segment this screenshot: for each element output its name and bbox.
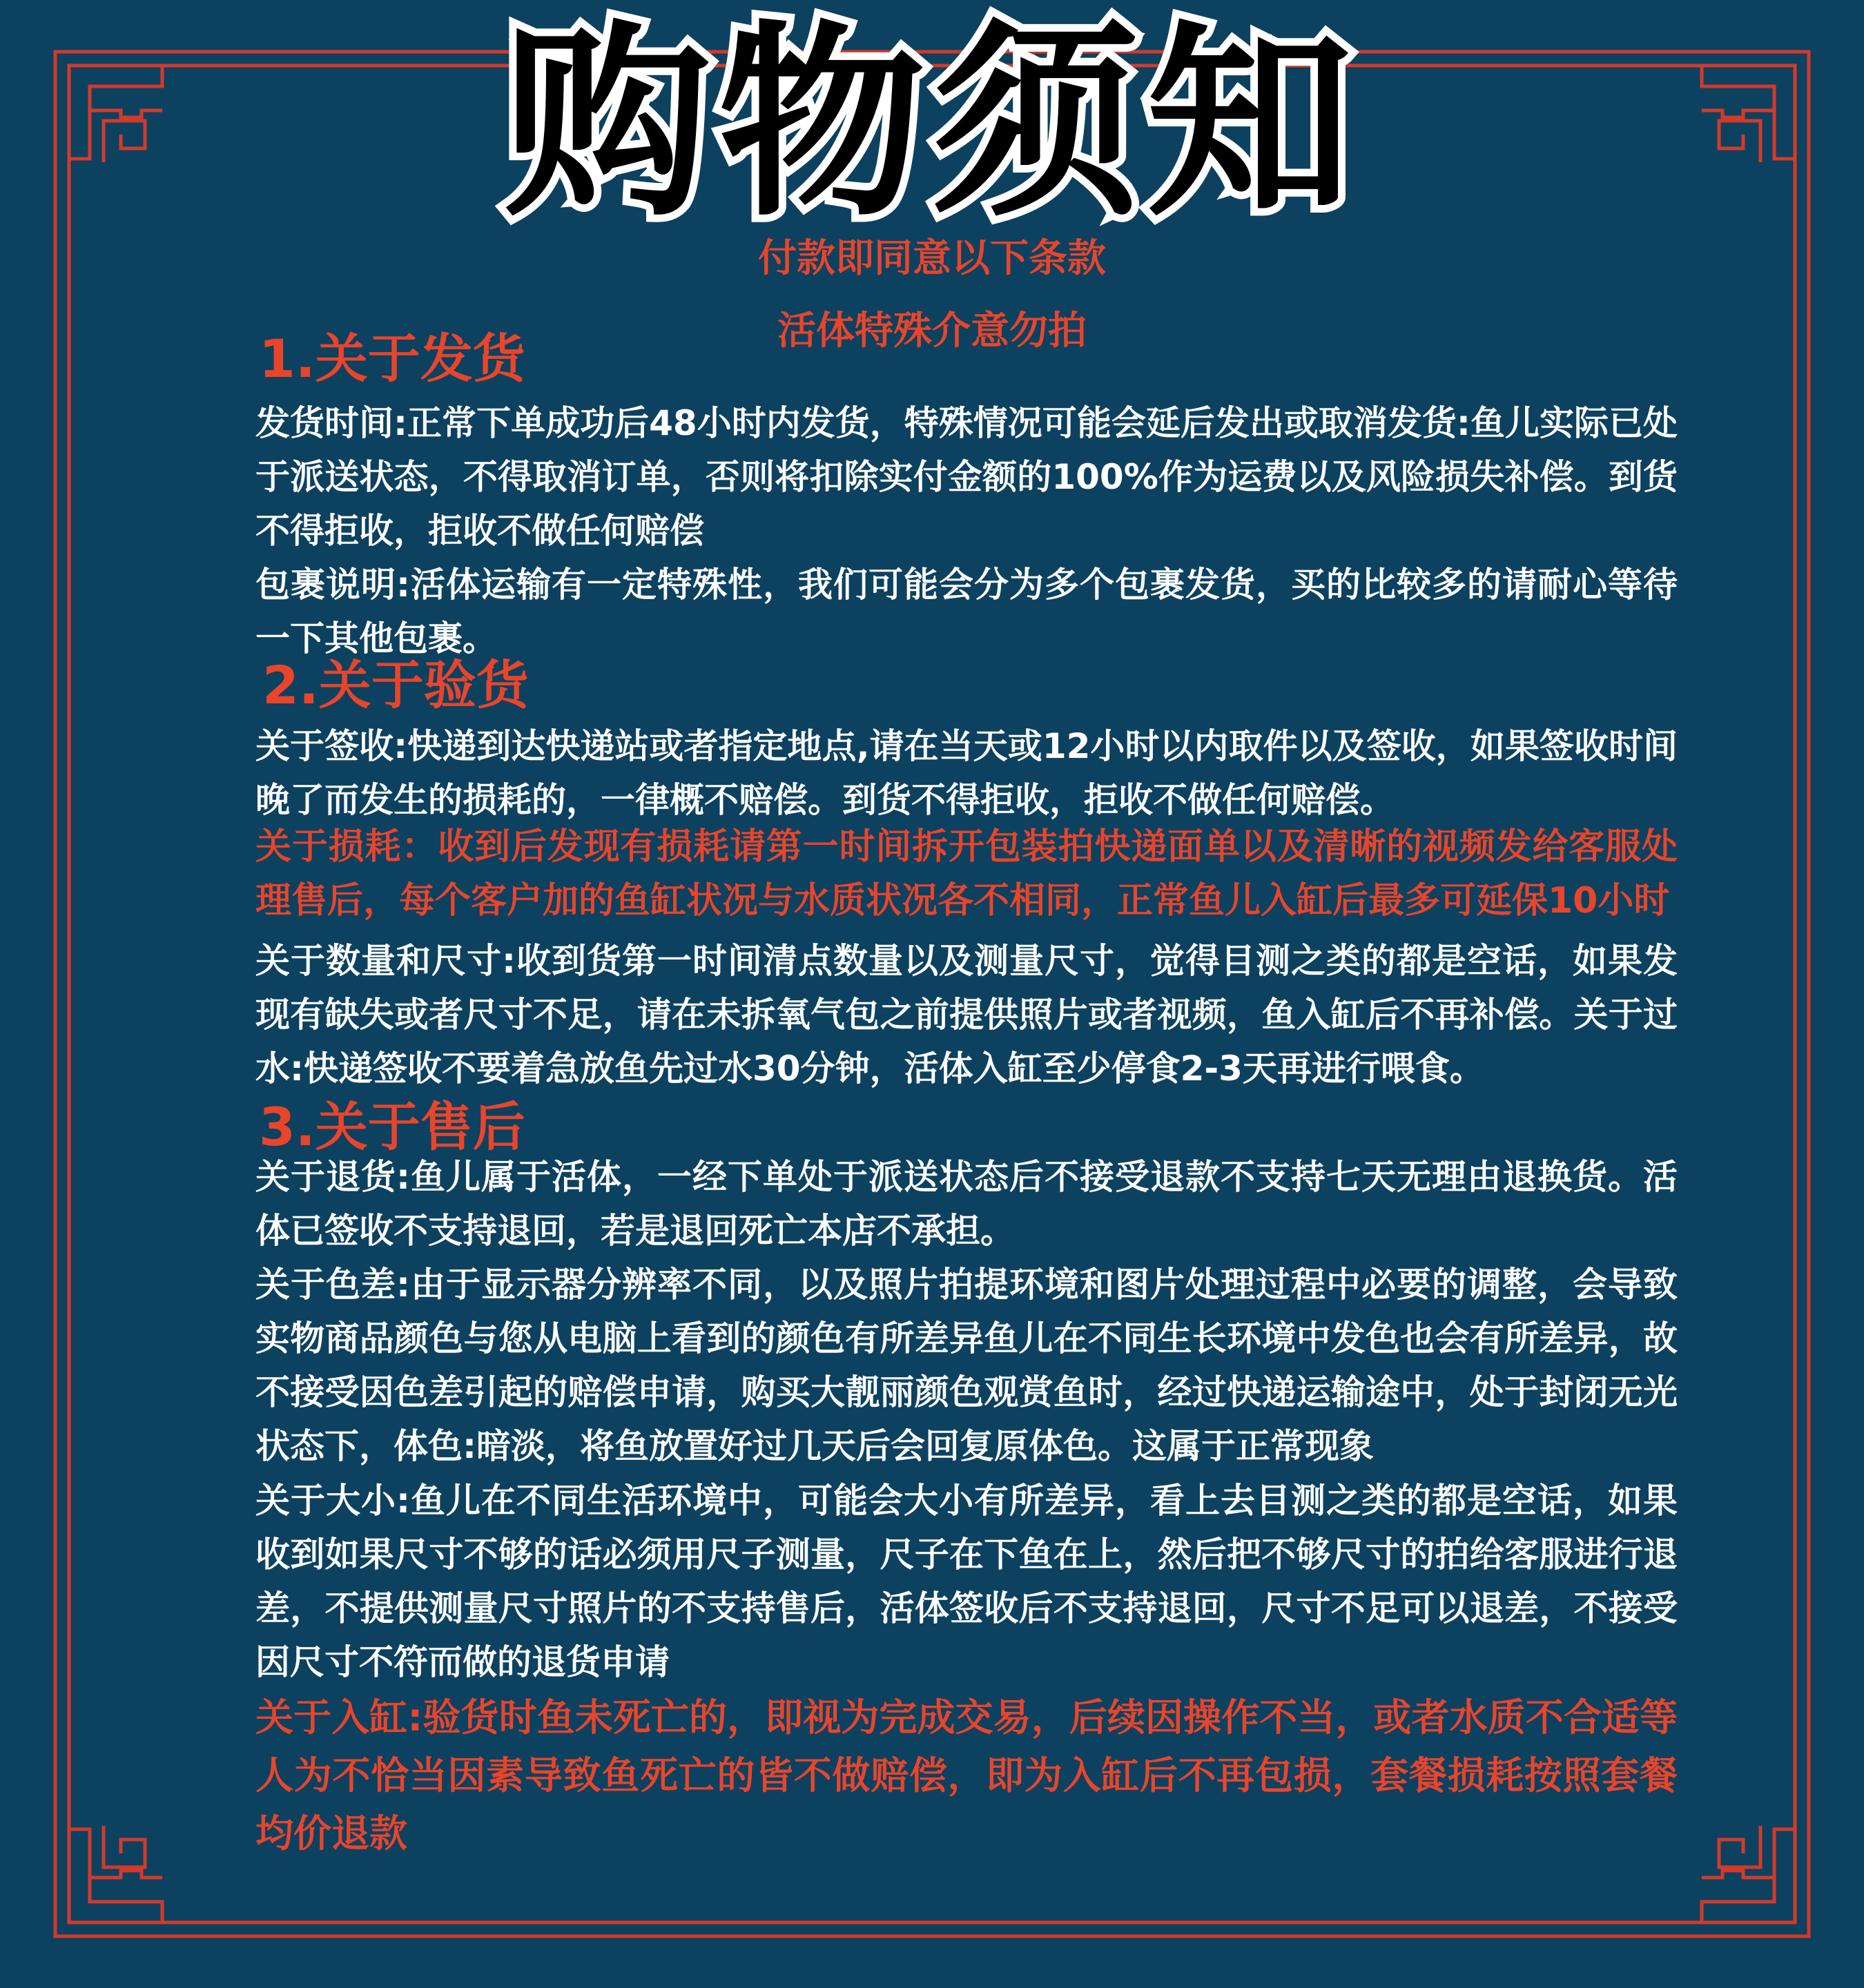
paragraph-color-difference: 关于色差:由于显示器分辨率不同，以及照片拍提环境和图片处理过程中必要的调整，会导致实物商品颜色与您从电脑上看到的颜色有所差异鱼儿在不同生长环境中发色也会有所差异，故不接受因色差引起的赔偿申请，购买大靓丽颜色观赏鱼时，经过快递运输途中，处于封闭无光状态下，体色:暗淡，将鱼放置好过几天后会回复原体色。这属于正常现象 <box>255 1265 1678 1466</box>
paragraph-tank-entry: 关于入缸:验货时鱼未死亡的，即视为完成交易，后续因操作不当，或者水质不合适等人为不恰当因素导致鱼死亡的皆不做赔偿，即为入缸后不再包损，套餐损耗按照套餐均价退款 <box>255 1695 1678 1855</box>
paragraph-size: 关于大小:鱼儿在不同生活环境中，可能会大小有所差异，看上去目测之类的都是空话，如果收到如果尺寸不够的话必须用尺子测量，尺子在下鱼在上，然后把不够尺寸的拍给客服进行退差，不提供测量尺寸照片的不支持售后，活体签收后不支持退回，尺寸不足可以退差，不接受因尺寸不符而做的退货申请 <box>255 1481 1678 1682</box>
section-heading-after-sales: 3.关于售后 <box>259 1096 525 1158</box>
notice-subtitle-agreement: 付款即同意以下条款 <box>758 236 1106 281</box>
paragraph-loss: 关于损耗：收到后发现有损耗请第一时间拆开包装拍快递面单以及清晰的视频发给客服处理售后，每个客户加的鱼缸状况与水质状况各不相同，正常鱼儿入缸后最多可延保10小时 <box>255 826 1678 922</box>
paragraph-quantity-size: 关于数量和尺寸:收到货第一时间清点数量以及测量尺寸，觉得目测之类的都是空话，如果发现有缺失或者尺寸不足，请在未拆氧气包之前提供照片或者视频，鱼入缸后不再补偿。关于过水:快递签收不要着急放鱼先过水30分钟，活体入缸至少停食2-3天再进行喂食。 <box>255 941 1678 1089</box>
paragraph-package-info: 包裹说明:活体运输有一定特殊性，我们可能会分为多个包裹发货，买的比较多的请耐心等待一下其他包裹。 <box>255 565 1678 659</box>
paragraph-shipping-time: 发货时间:正常下单成功后48小时内发货，特殊情况可能会延后发出或取消发货:鱼儿实际已处于派送状态，不得取消订单，否则将扣除实付金额的100%作为运费以及风险损失补偿。到货不得拒收，拒收不做任何赔偿 <box>255 403 1678 551</box>
paragraph-returns: 关于退货:鱼儿属于活体，一经下单处于派送状态后不接受退款不支持七天无理由退换货。活体已签收不支持退回，若是退回死亡本店不承担。 <box>255 1157 1678 1251</box>
paragraph-signing: 关于签收:快递到达快递站或者指定地点,请在当天或12小时以内取件以及签收，如果签收时间晚了而发生的损耗的，一律概不赔偿。到货不得拒收，拒收不做任何赔偿。 <box>255 726 1678 820</box>
section-heading-inspection: 2.关于验货 <box>262 654 529 716</box>
section-heading-shipping: 1.关于发货 <box>259 328 525 389</box>
page-title: 购物须知 <box>504 3 1360 244</box>
notice-subtitle-live-animals: 活体特殊介意勿拍 <box>777 309 1087 353</box>
